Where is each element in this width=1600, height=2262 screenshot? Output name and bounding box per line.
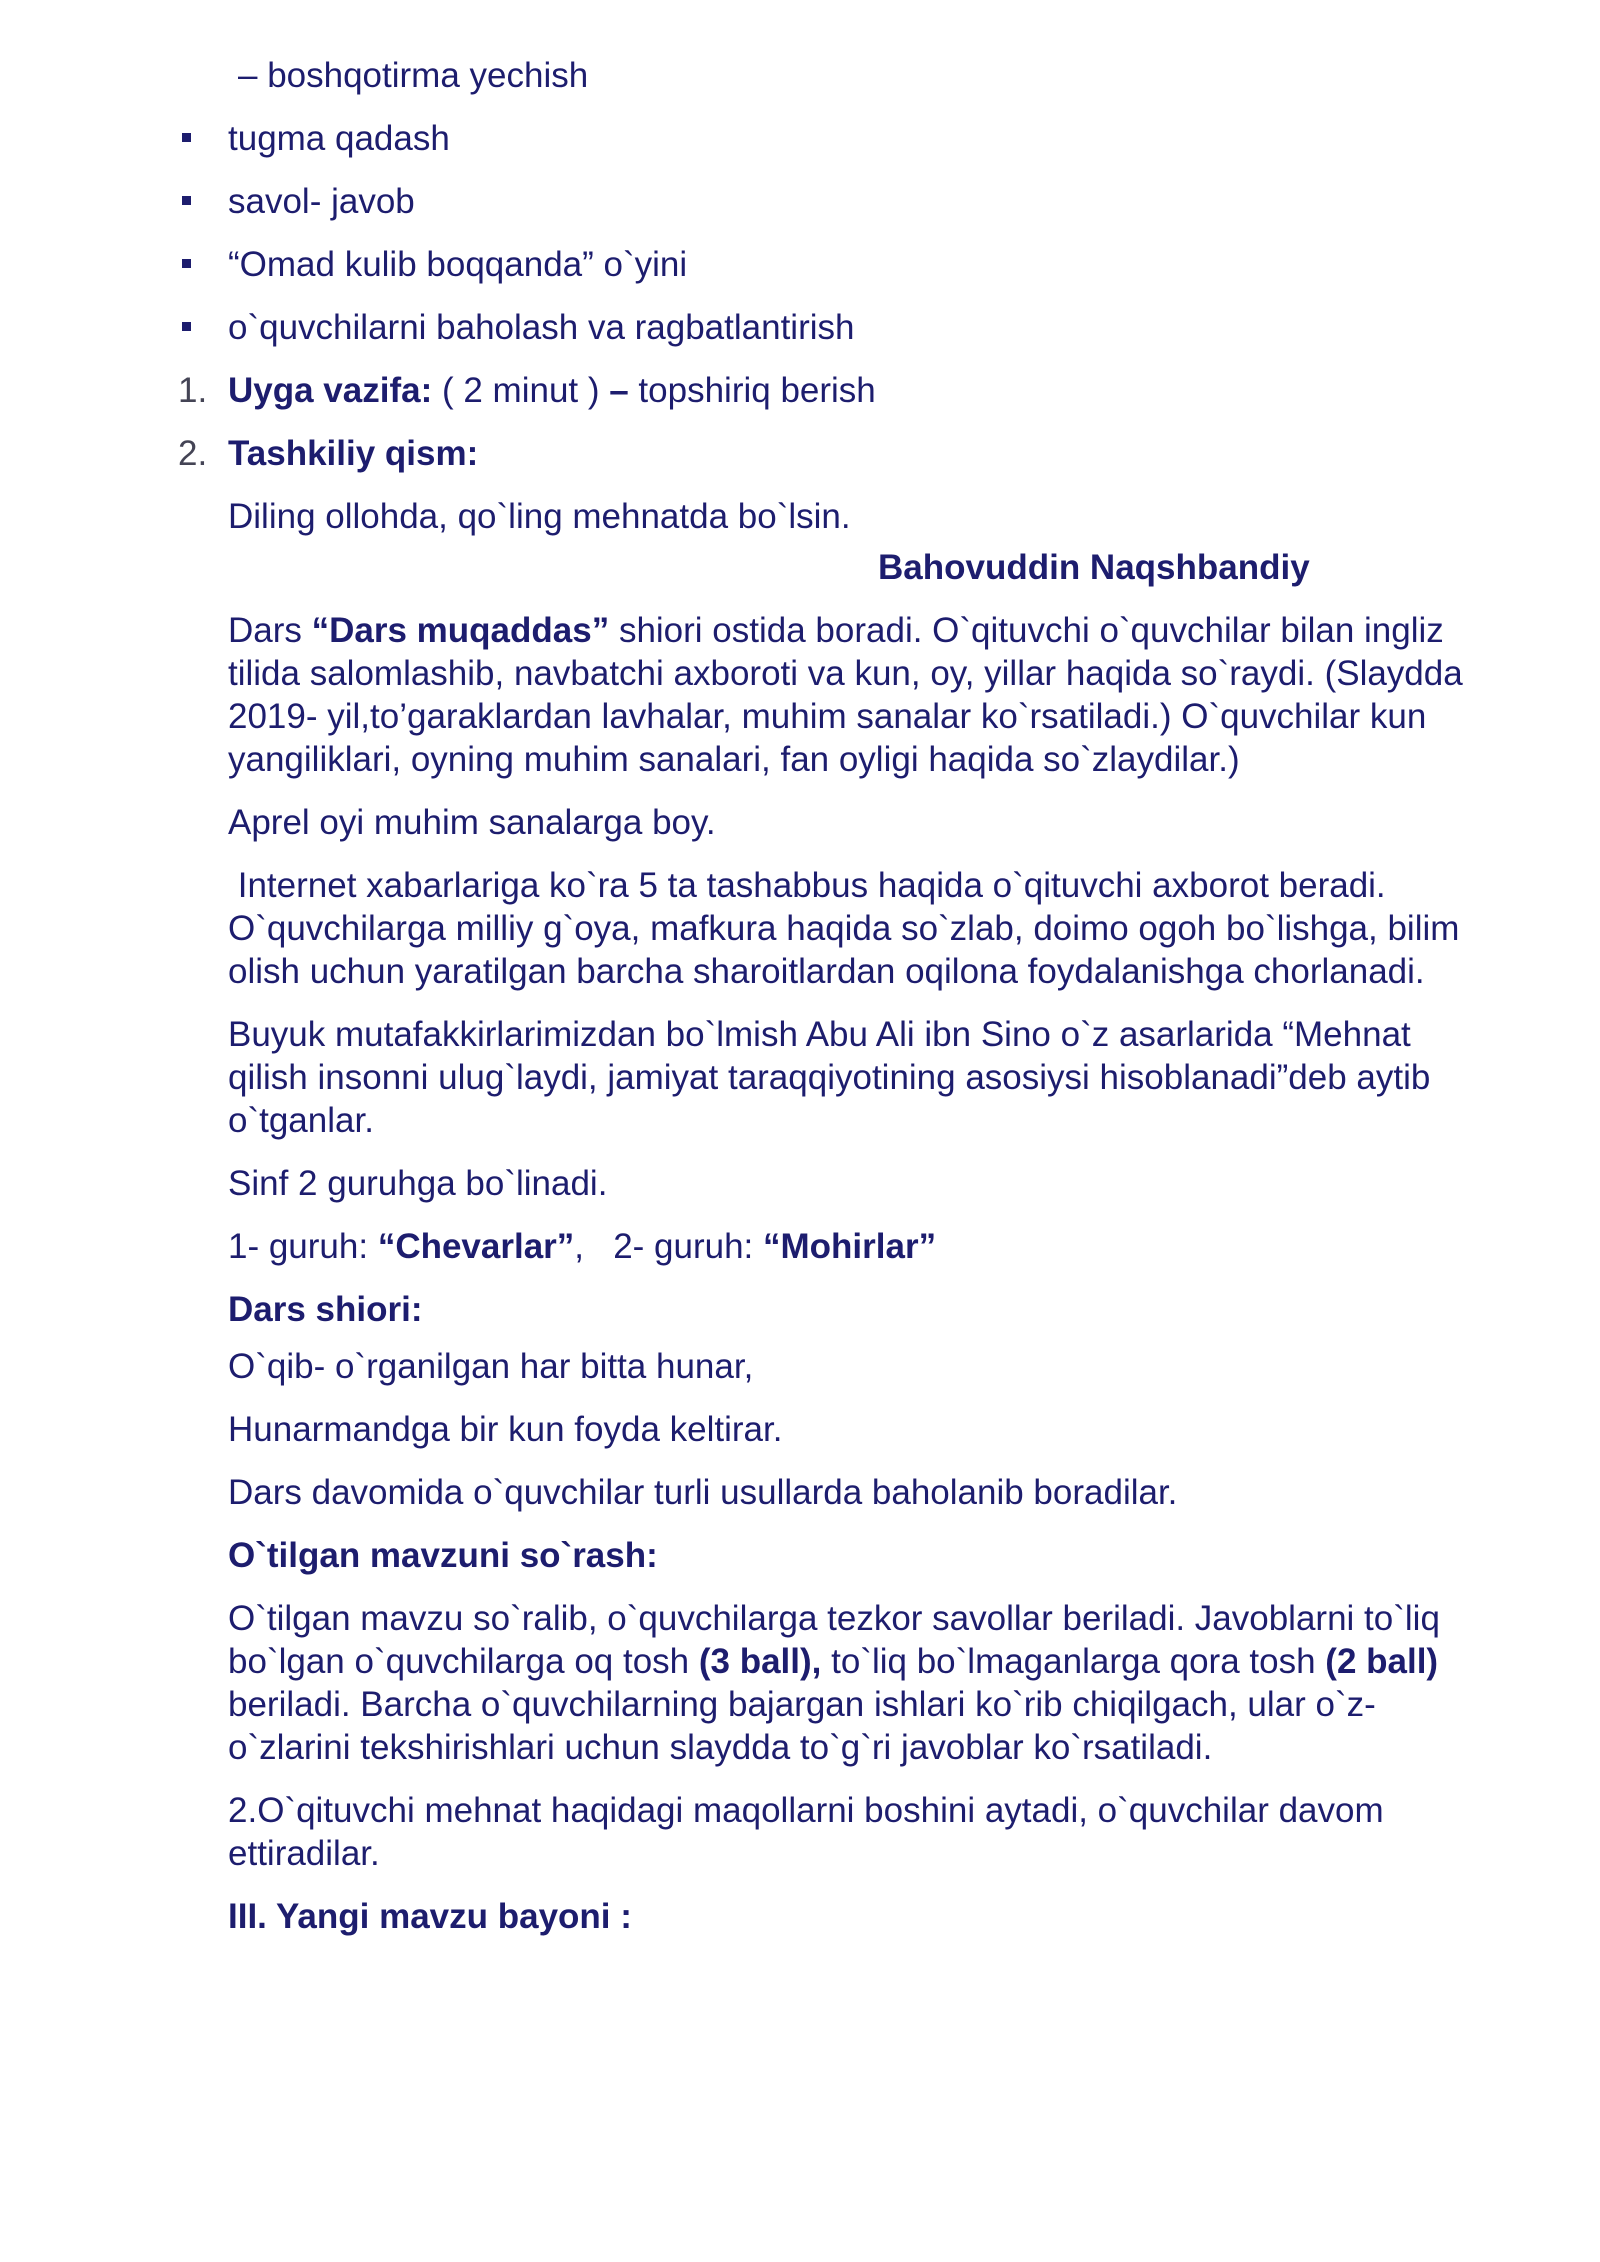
numbered-item-homework <box>178 369 1488 412</box>
text: 1- guruh: <box>228 1227 378 1266</box>
homework-duration: ( 2 minut ) <box>432 371 610 410</box>
paragraph: Aprel oyi muhim sanalarga boy. <box>228 803 716 842</box>
list-item-text: tugma qadash <box>228 119 450 158</box>
numbered-item-organization <box>178 432 1488 475</box>
square-bullet-icon <box>182 322 191 331</box>
paragraph: Buyuk mutafakkirlarimizdan bo`lmish Abu Ali ibn Sino o`z asarlarida “Mehnat qilish insonni ulug`laydi, jamiyat taraqqiyotining asosiysi hisoblanadi”deb aytib o`tganlar. <box>228 1015 1431 1140</box>
organization-heading: Tashkiliy qism: <box>228 434 479 473</box>
document-body <box>178 54 1488 1958</box>
text: shiori ostida boradi. O`qituvchi o`quvchilar bilan ingliz tilida salomlashib, navbatchi axboroti va kun, oy, yillar haqida so`raydi. (Slaydda 2019- yil,to’garaklardan lavhalar, muhim sanalar ko`rsatiladi.) O`quvchilar kun yangiliklari, oyning muhim sanalari, fan oyligi haqida so`zlaydilar.) <box>228 611 1463 779</box>
motto-line: O`qib- o`rganilgan har bitta hunar, <box>228 1347 754 1386</box>
homework-label: Uyga vazifa: <box>228 371 433 410</box>
text: Dars <box>228 611 312 650</box>
group-1-name: “Chevarlar” <box>377 1227 575 1266</box>
epigraph-author: Bahovuddin Naqshbandiy <box>878 548 1310 587</box>
square-bullet-icon <box>182 259 191 268</box>
square-bullet-icon <box>182 196 191 205</box>
list-item <box>228 117 1488 160</box>
dash-item: – boshqotirma yechish <box>238 56 589 95</box>
text: beriladi. Barcha o`quvchilarning bajargan ishlari ko`rib chiqilgach, ular o`z- o`zlarini tekshirishlari uchun slaydda to`g`ri javoblar ko`rsatiladi. <box>228 1685 1376 1767</box>
group-2-name: “Mohirlar” <box>763 1227 937 1266</box>
list-item <box>228 180 1488 223</box>
text: , 2- guruh: <box>574 1227 764 1266</box>
paragraph: Dars davomida o`quvchilar turli usullarda baholanib boradilar. <box>228 1473 1178 1512</box>
homework-text: topshiriq berish <box>628 371 876 410</box>
groups-line <box>228 1225 1488 1268</box>
square-bullet-icon <box>182 133 191 142</box>
list-item <box>228 243 1488 286</box>
score: (2 ball) <box>1325 1642 1439 1681</box>
section-heading: III. Yangi mavzu bayoni : <box>228 1897 632 1936</box>
list-item-text: “Omad kulib boqqanda” o`yini <box>228 245 688 284</box>
paragraph <box>228 1597 1488 1769</box>
dash: – <box>609 371 629 410</box>
text: to`liq bo`lmaganlarga qora tosh <box>821 1642 1326 1681</box>
motto-heading: Dars shiori: <box>228 1290 423 1329</box>
paragraph <box>228 609 1488 781</box>
list-number: 1. <box>178 371 208 410</box>
motto-line: Hunarmandga bir kun foyda keltirar. <box>228 1410 783 1449</box>
lesson-motto: “Dars muqaddas” <box>311 611 610 650</box>
review-heading: O`tilgan mavzuni so`rash: <box>228 1536 658 1575</box>
paragraph: 2.O`qituvchi mehnat haqidagi maqollarni boshini aytadi, o`quvchilar davom ettiradilar. <box>228 1791 1384 1873</box>
list-item <box>228 306 1488 349</box>
paragraph: Sinf 2 guruhga bo`linadi. <box>228 1164 608 1203</box>
score: (3 ball), <box>698 1642 822 1681</box>
paragraph: Internet xabarlariga ko`ra 5 ta tashabbus haqida o`qituvchi axborot beradi. O`quvchilarga milliy g`oya, mafkura haqida so`zlab, doimo ogoh bo`lishga, bilim olish uchun yaratilgan barcha sharoitlardan oqilona foydalanishga chorlanadi. <box>228 866 1470 991</box>
list-item-text: o`quvchilarni baholash va ragbatlantirish <box>228 308 855 347</box>
text: O`tilgan mavzu so`ralib, o`quvchilarga tezkor savollar beriladi. Javoblarni to`liq bo`lgan o`quvchilarga oq tosh <box>228 1599 1440 1681</box>
list-number: 2. <box>178 434 208 473</box>
list-item-text: savol- javob <box>228 182 415 221</box>
epigraph-quote: Diling ollohda, qo`ling mehnatda bo`lsin. <box>228 497 851 536</box>
